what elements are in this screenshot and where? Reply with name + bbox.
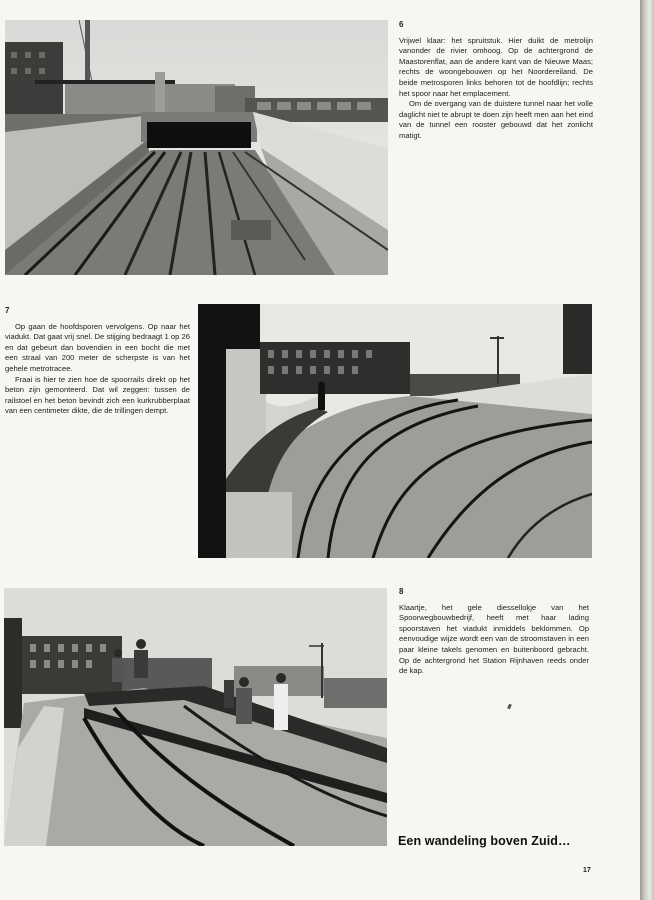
photo-curved-viaduct <box>198 304 592 558</box>
photo-rail-workers <box>4 588 387 846</box>
caption-6 <box>399 20 593 142</box>
caption-6-paragraph-2: Om de overgang van de duistere tunnel naar het volle daglicht niet te abrupt te doen zijn heeft men aan het eind van de tunnel een rooster gebouwd dat het zonlicht matigt. <box>399 99 593 140</box>
caption-7 <box>5 306 190 417</box>
page-number: 17 <box>583 867 591 874</box>
photo-tunnel-portal <box>5 20 388 275</box>
caption-7-paragraph-2: Fraai is hier te zien hoe de spoorrails direkt op het beton zijn gemonteerd. Dat wil zeggen: tussen de railstoel en het beton bevindt zich een kurkrubberplaat van een centimeter dikte, die de trillingen dempt. <box>5 374 190 416</box>
caption-6-paragraph-1: Vrijwel klaar: het spruitstuk. Hier duikt de metrolijn vanonder de rivier omhoog. Op de achtergrond de Maastorenflat, aan de andere kant van de Nieuwe Maas; rechts de woongebouwen op het Noordereiland. De beide metrosporen links behoren tot de hoofdlijn; rechts het spoor naar het emplacement. <box>399 35 593 98</box>
caption-7-paragraph-1: Op gaan de hoofdsporen vervolgens. Op naar het viadukt. Dat gaat vrij snel. De stijging bedraagt 1 op 26 en dat gebeurt dan bovendien in een bocht die met een straal van 200 meter de scherpste is van het gehele metrotracee. <box>5 321 190 373</box>
pencil-mark <box>507 704 512 710</box>
caption-8 <box>399 587 589 677</box>
caption-7-number: 7 <box>5 306 10 315</box>
page-headline: Een wandeling boven Zuid… <box>398 834 571 848</box>
caption-8-paragraph-1: Klaartje, het gele diesselloķje van het Spoorwegbouwbedrijf, heeft met haar lading spoorstaven het viadukt inmiddels beklommen. Op eenvoudige wijze wordt een van de stroomstaven in een paar kleine takels genomen en buitenboord gebracht. Op de achtergrond het Station Rijnhaven reeds onder de kap. <box>399 602 589 676</box>
caption-6-number: 6 <box>399 20 404 29</box>
caption-8-number: 8 <box>399 587 404 596</box>
binding-gutter <box>640 0 654 900</box>
